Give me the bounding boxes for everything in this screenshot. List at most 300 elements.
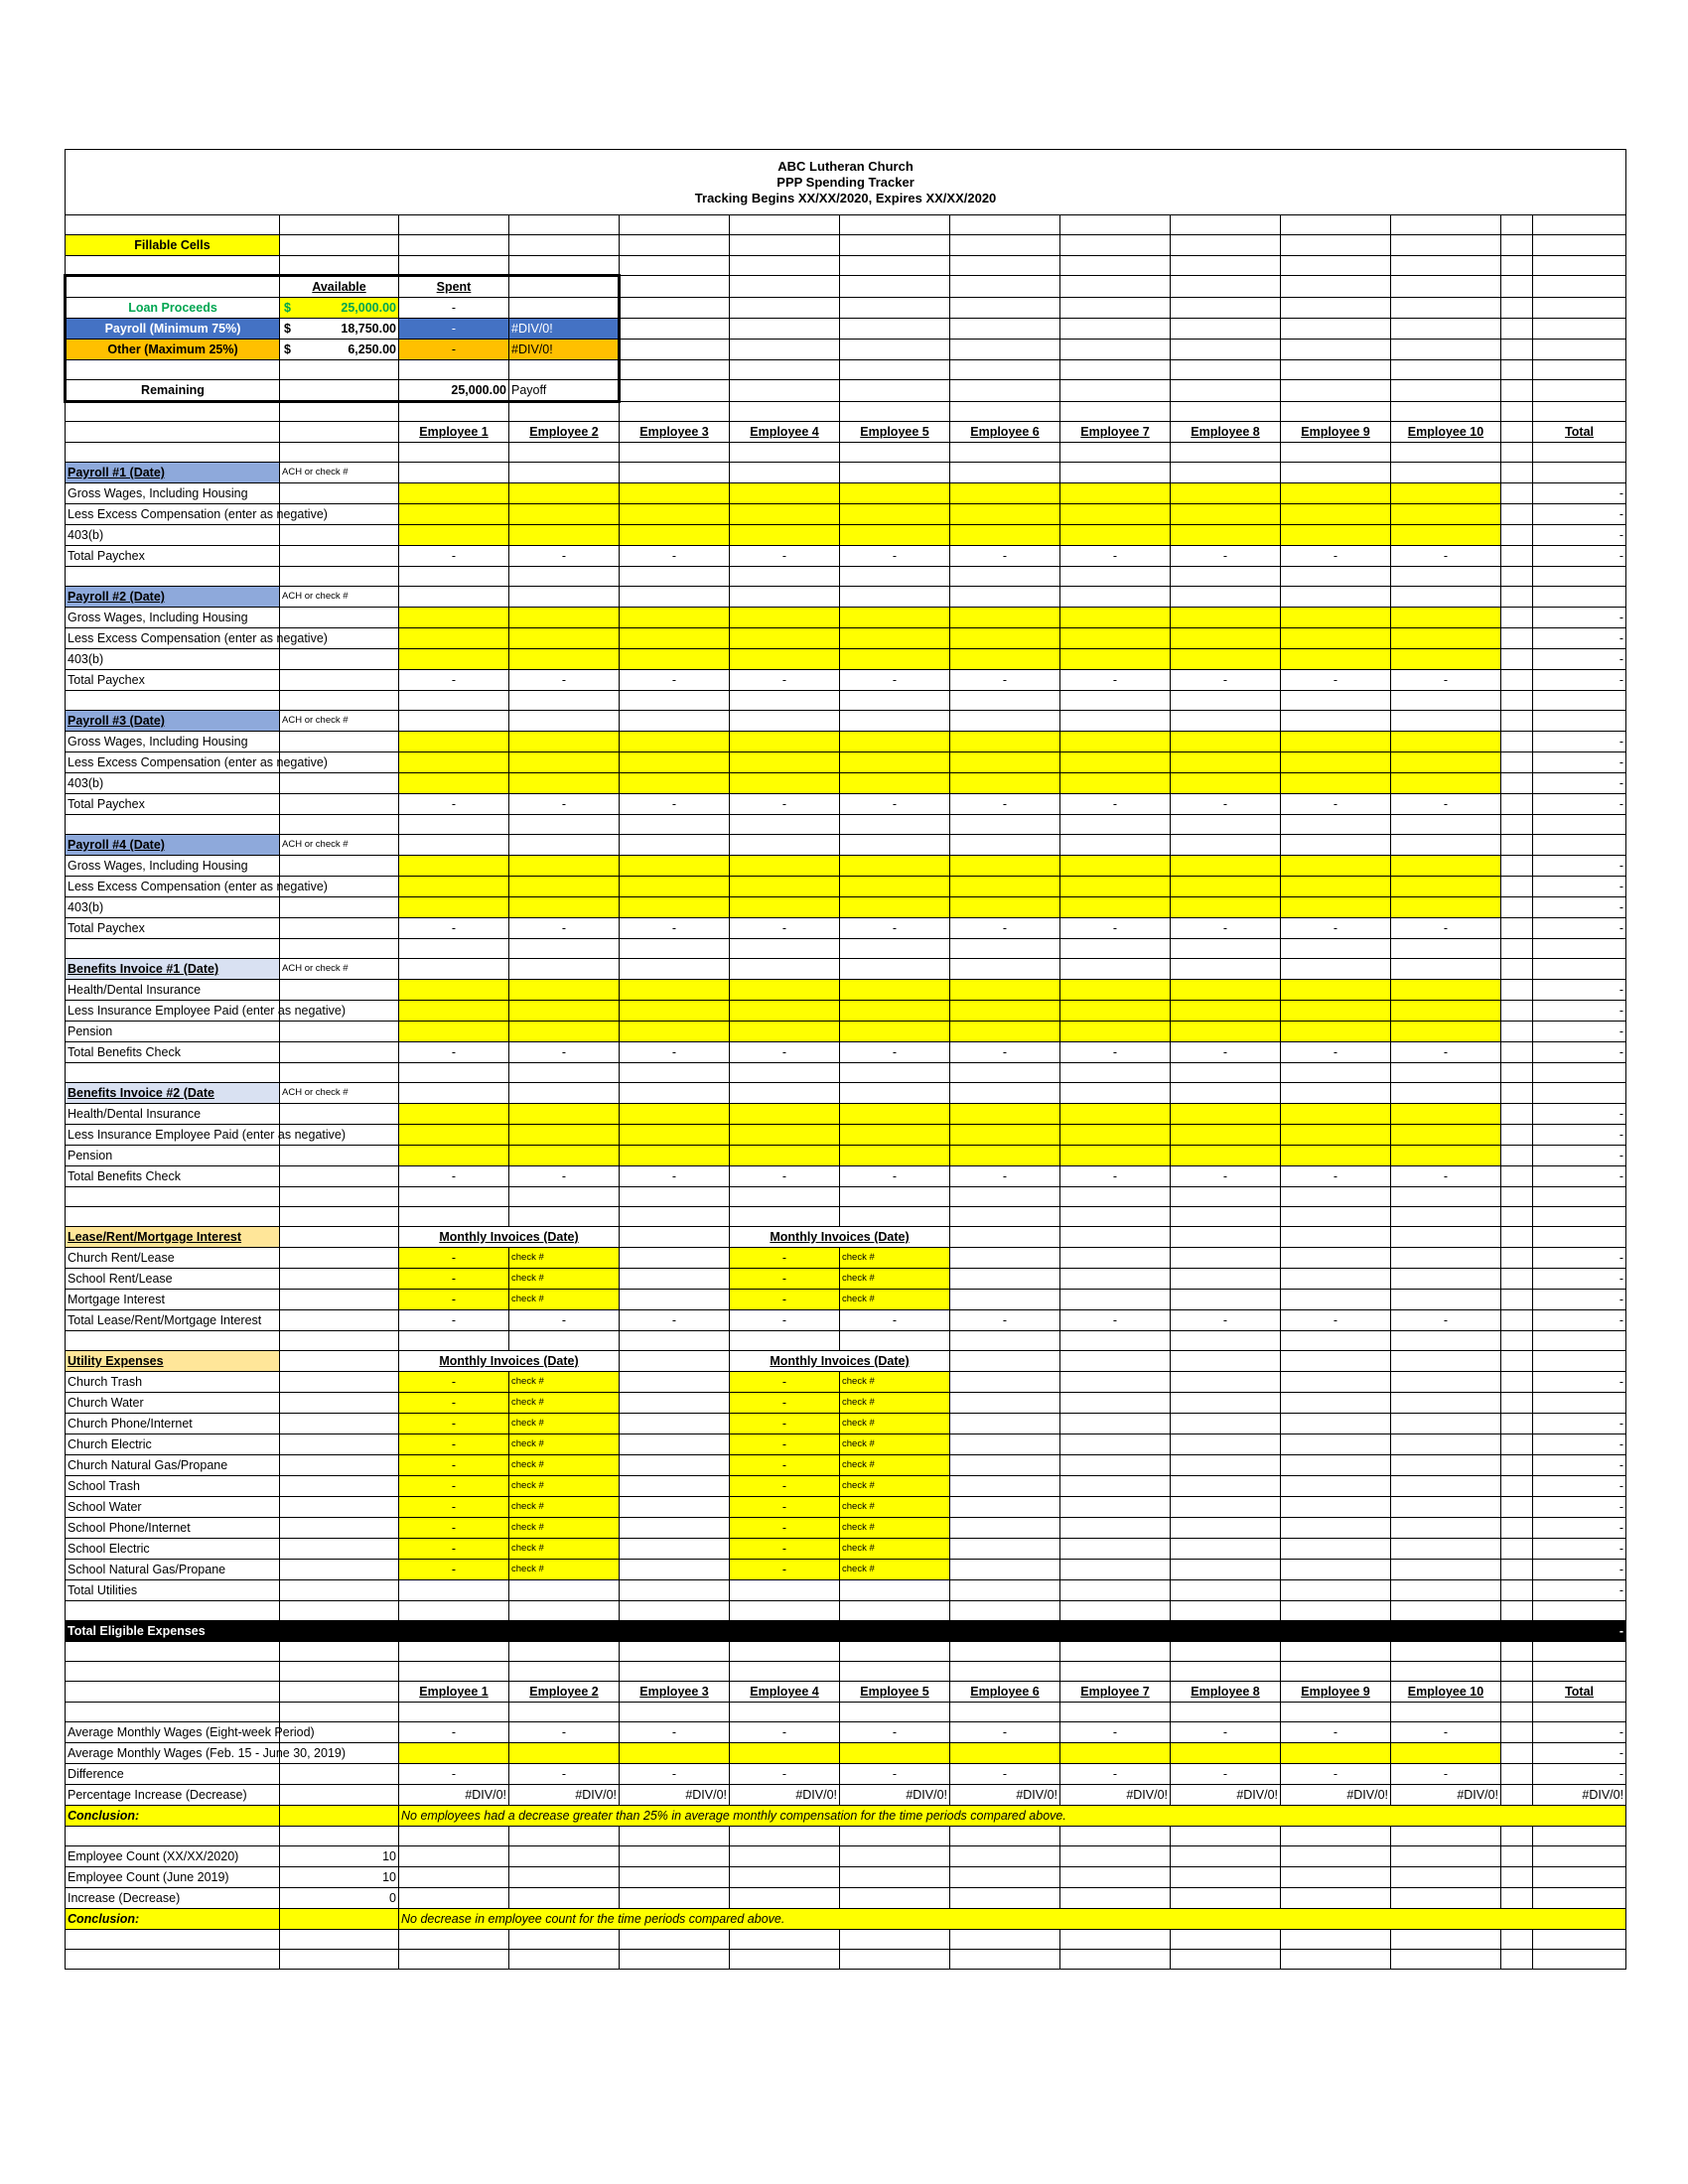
fillable-cell[interactable] — [399, 897, 509, 918]
fillable-cell[interactable] — [1391, 483, 1501, 504]
fillable-cell[interactable] — [1060, 752, 1171, 773]
fillable-cell[interactable] — [1391, 628, 1501, 649]
invoice-amount[interactable]: - — [399, 1434, 509, 1455]
empty-cell — [1533, 1846, 1626, 1867]
fillable-cell[interactable] — [509, 608, 620, 628]
fillable-cell[interactable] — [840, 897, 950, 918]
invoice-amount[interactable]: - — [399, 1248, 509, 1269]
fillable-cell[interactable] — [950, 1022, 1060, 1042]
check-number[interactable]: check # — [509, 1393, 620, 1414]
invoice-amount[interactable]: - — [730, 1560, 840, 1580]
invoice-amount[interactable]: - — [730, 1290, 840, 1310]
fillable-cell[interactable] — [840, 856, 950, 877]
fillable-cell[interactable] — [730, 1146, 840, 1166]
fillable-cell[interactable] — [509, 1001, 620, 1022]
empty-cell — [840, 215, 950, 235]
empty-cell — [840, 1867, 950, 1888]
fillable-cell[interactable] — [1391, 1022, 1501, 1042]
empty-cell — [620, 1662, 730, 1682]
fillable-cell[interactable] — [620, 1743, 730, 1764]
fillable-cell[interactable] — [840, 1022, 950, 1042]
fillable-cell[interactable] — [509, 483, 620, 504]
fillable-cell[interactable] — [730, 649, 840, 670]
empty-cell — [950, 463, 1060, 483]
fillable-cell[interactable] — [840, 877, 950, 897]
empty-cell — [1501, 1331, 1533, 1351]
fillable-cell[interactable] — [399, 504, 509, 525]
conclusion-text[interactable]: No employees had a decrease greater than 25% in average monthly compensation for the time periods compared above. — [399, 1806, 1626, 1827]
fillable-cell[interactable] — [950, 504, 1060, 525]
fillable-cell[interactable] — [1171, 1743, 1281, 1764]
fillable-cell[interactable] — [950, 773, 1060, 794]
empty-cell — [840, 1187, 950, 1207]
invoice-amount[interactable]: - — [399, 1269, 509, 1290]
fillable-cell[interactable] — [1281, 525, 1391, 546]
fillable-cell[interactable] — [950, 1104, 1060, 1125]
fillable-cell[interactable] — [509, 504, 620, 525]
fillable-cell[interactable] — [950, 483, 1060, 504]
empty-cell — [66, 1930, 280, 1950]
fillable-cell[interactable] — [509, 877, 620, 897]
fillable-cell[interactable] — [1391, 649, 1501, 670]
employee-total: - — [840, 670, 950, 691]
check-number[interactable]: check # — [840, 1539, 950, 1560]
fillable-cell[interactable] — [1171, 732, 1281, 752]
fillable-cell[interactable] — [620, 980, 730, 1001]
fillable-cell[interactable] — [1171, 856, 1281, 877]
fillable-cell[interactable] — [399, 1743, 509, 1764]
fillable-cell[interactable] — [950, 752, 1060, 773]
check-number[interactable]: check # — [840, 1518, 950, 1539]
empty-cell — [399, 959, 509, 980]
fillable-cell[interactable] — [1060, 732, 1171, 752]
invoice-amount[interactable]: - — [730, 1518, 840, 1539]
fillable-cell[interactable] — [1391, 773, 1501, 794]
check-number[interactable]: check # — [509, 1560, 620, 1580]
check-number[interactable]: check # — [840, 1434, 950, 1455]
check-number[interactable]: check # — [840, 1455, 950, 1476]
invoice-amount[interactable]: - — [399, 1497, 509, 1518]
invoice-amount[interactable]: - — [730, 1539, 840, 1560]
check-number[interactable]: check # — [509, 1476, 620, 1497]
fillable-cell[interactable] — [1281, 649, 1391, 670]
empty-cell — [950, 1372, 1060, 1393]
fillable-cell[interactable] — [730, 483, 840, 504]
fillable-cell[interactable] — [1391, 1125, 1501, 1146]
fillable-cell[interactable] — [1391, 732, 1501, 752]
fillable-cell[interactable] — [1171, 1001, 1281, 1022]
invoice-amount[interactable]: - — [399, 1393, 509, 1414]
line-item-label: 403(b) — [66, 897, 280, 918]
fillable-cell[interactable] — [950, 608, 1060, 628]
fillable-cell[interactable] — [730, 980, 840, 1001]
fillable-cell[interactable] — [840, 1001, 950, 1022]
fillable-cell[interactable] — [620, 1146, 730, 1166]
empty-cell — [620, 1207, 730, 1227]
fillable-cell[interactable] — [509, 1125, 620, 1146]
fillable-cell[interactable] — [950, 877, 1060, 897]
fillable-cell[interactable] — [399, 1022, 509, 1042]
fillable-cell[interactable] — [620, 1104, 730, 1125]
fillable-cell[interactable] — [509, 628, 620, 649]
fillable-cell[interactable] — [730, 504, 840, 525]
fillable-cell[interactable] — [620, 608, 730, 628]
fillable-cell[interactable] — [1281, 483, 1391, 504]
check-number[interactable]: check # — [840, 1414, 950, 1434]
fillable-cell[interactable] — [509, 856, 620, 877]
fillable-cell[interactable] — [620, 877, 730, 897]
fillable-cell[interactable] — [1281, 1743, 1391, 1764]
fillable-cell[interactable] — [1060, 1104, 1171, 1125]
fillable-cell[interactable] — [1281, 608, 1391, 628]
fillable-cell[interactable] — [950, 1125, 1060, 1146]
fillable-cell[interactable] — [1281, 856, 1391, 877]
fillable-cell[interactable] — [950, 980, 1060, 1001]
line-item-row — [66, 1104, 1626, 1125]
fillable-cell[interactable] — [1060, 1743, 1171, 1764]
fillable-cell[interactable] — [950, 649, 1060, 670]
fillable-cell[interactable] — [620, 1001, 730, 1022]
fillable-cell[interactable] — [1171, 483, 1281, 504]
fillable-cell[interactable] — [1171, 980, 1281, 1001]
fillable-cell[interactable] — [730, 608, 840, 628]
fillable-cell[interactable] — [620, 752, 730, 773]
available-amount[interactable] — [280, 298, 399, 319]
fillable-cell[interactable] — [620, 1125, 730, 1146]
fillable-cell[interactable] — [730, 856, 840, 877]
fillable-cell[interactable] — [1060, 608, 1171, 628]
fillable-cell[interactable] — [840, 732, 950, 752]
fillable-cell[interactable] — [620, 483, 730, 504]
fillable-cell[interactable] — [840, 773, 950, 794]
fillable-cell[interactable] — [1060, 897, 1171, 918]
fillable-cell[interactable] — [509, 752, 620, 773]
fillable-cell[interactable] — [840, 1104, 950, 1125]
empty-cell — [1533, 1187, 1626, 1207]
fillable-cell[interactable] — [399, 1146, 509, 1166]
fillable-cell[interactable] — [620, 628, 730, 649]
fillable-cell[interactable] — [1171, 877, 1281, 897]
fillable-cell[interactable] — [1060, 856, 1171, 877]
empty-cell — [1391, 380, 1501, 402]
available-amount[interactable] — [280, 319, 399, 340]
fillable-cell[interactable] — [1060, 628, 1171, 649]
fillable-cell[interactable] — [620, 525, 730, 546]
fillable-cell[interactable] — [1060, 1125, 1171, 1146]
fillable-cell[interactable] — [1171, 752, 1281, 773]
fillable-cell[interactable] — [1060, 1146, 1171, 1166]
empty-cell — [1281, 1331, 1391, 1351]
invoice-amount[interactable]: - — [399, 1560, 509, 1580]
monthly-invoice-header: Monthly Invoices (Date) — [399, 1351, 620, 1372]
fillable-cell[interactable] — [1060, 1001, 1171, 1022]
fillable-cell[interactable] — [399, 525, 509, 546]
fillable-cell[interactable] — [509, 1022, 620, 1042]
empty-cell — [1060, 1393, 1171, 1414]
fillable-cell[interactable] — [840, 752, 950, 773]
section-title: Payroll #4 (Date) — [66, 835, 280, 856]
employee-header: Employee 5 — [840, 422, 950, 443]
fillable-cell[interactable] — [1060, 525, 1171, 546]
fillable-cell[interactable] — [1281, 1001, 1391, 1022]
check-number[interactable]: check # — [509, 1518, 620, 1539]
fillable-cell[interactable] — [1391, 608, 1501, 628]
fillable-cell[interactable] — [509, 1743, 620, 1764]
fillable-cell[interactable] — [840, 483, 950, 504]
fillable-cell[interactable] — [1391, 897, 1501, 918]
fillable-cell[interactable] — [730, 1743, 840, 1764]
fillable-cell[interactable] — [1391, 1104, 1501, 1125]
check-number[interactable]: check # — [509, 1539, 620, 1560]
comparison-label: Average Monthly Wages (Feb. 15 - June 30, 2019) — [66, 1743, 280, 1764]
invoice-amount[interactable]: - — [730, 1434, 840, 1455]
fillable-cell[interactable] — [1391, 856, 1501, 877]
fillable-cell[interactable] — [1171, 897, 1281, 918]
empty-cell — [1391, 1393, 1501, 1414]
fillable-cell[interactable] — [840, 980, 950, 1001]
empty-cell — [840, 1601, 950, 1621]
fillable-cell[interactable] — [1060, 980, 1171, 1001]
empty-cell — [280, 1063, 399, 1083]
fillable-cell[interactable] — [1281, 628, 1391, 649]
fillable-cell[interactable] — [1391, 525, 1501, 546]
fillable-cell[interactable] — [1171, 525, 1281, 546]
fillable-cell[interactable] — [1171, 1104, 1281, 1125]
count-value[interactable]: 10 — [280, 1846, 399, 1867]
count-value[interactable]: 10 — [280, 1867, 399, 1888]
fillable-cell[interactable] — [730, 732, 840, 752]
check-number[interactable]: check # — [840, 1497, 950, 1518]
check-number[interactable]: check # — [509, 1290, 620, 1310]
employee-total: - — [1391, 1310, 1501, 1331]
fillable-cell[interactable] — [1171, 1125, 1281, 1146]
invoice-amount[interactable]: - — [730, 1269, 840, 1290]
empty-cell — [840, 1083, 950, 1104]
invoice-amount[interactable]: - — [399, 1539, 509, 1560]
invoice-amount[interactable]: - — [730, 1414, 840, 1434]
fillable-cell[interactable] — [840, 1743, 950, 1764]
fillable-cell[interactable] — [399, 628, 509, 649]
fillable-cell[interactable] — [950, 628, 1060, 649]
blank-row — [66, 1187, 1626, 1207]
employee-total: - — [840, 1310, 950, 1331]
invoice-amount[interactable]: - — [399, 1290, 509, 1310]
empty-cell — [1391, 1372, 1501, 1393]
count-value[interactable]: 0 — [280, 1888, 399, 1909]
check-number[interactable]: check # — [509, 1434, 620, 1455]
fillable-cell[interactable] — [730, 1001, 840, 1022]
fillable-cell[interactable] — [1281, 1022, 1391, 1042]
fillable-cell[interactable] — [399, 732, 509, 752]
employee-header: Employee 9 — [1281, 422, 1391, 443]
fillable-cell[interactable] — [950, 1146, 1060, 1166]
check-number[interactable]: check # — [840, 1372, 950, 1393]
summary-label: Loan Proceeds — [66, 298, 280, 319]
fillable-cell[interactable] — [730, 773, 840, 794]
check-number[interactable]: check # — [509, 1455, 620, 1476]
fillable-cell[interactable] — [1391, 752, 1501, 773]
fillable-cell[interactable] — [399, 483, 509, 504]
invoice-amount[interactable]: - — [730, 1476, 840, 1497]
fillable-cell[interactable] — [1171, 1146, 1281, 1166]
employee-total: - — [1060, 1042, 1171, 1063]
fillable-cell[interactable] — [730, 628, 840, 649]
empty-cell — [1171, 1662, 1281, 1682]
empty-cell — [1060, 1455, 1171, 1476]
line-item-label: Mortgage Interest — [66, 1290, 280, 1310]
fillable-cell[interactable] — [730, 897, 840, 918]
fillable-cell[interactable] — [840, 1146, 950, 1166]
check-number[interactable]: check # — [840, 1560, 950, 1580]
fillable-cell[interactable] — [399, 608, 509, 628]
fillable-cell[interactable] — [620, 1022, 730, 1042]
fillable-cell[interactable] — [950, 856, 1060, 877]
line-item-label: Gross Wages, Including Housing — [66, 483, 280, 504]
fillable-cell[interactable] — [1281, 1146, 1391, 1166]
fillable-cell[interactable] — [509, 1146, 620, 1166]
fillable-cell[interactable] — [1281, 504, 1391, 525]
invoice-amount[interactable]: - — [730, 1393, 840, 1414]
fillable-cell[interactable] — [509, 897, 620, 918]
fillable-cell[interactable] — [1281, 877, 1391, 897]
check-number[interactable]: check # — [509, 1414, 620, 1434]
fillable-cell[interactable] — [399, 752, 509, 773]
fillable-cell[interactable] — [1060, 877, 1171, 897]
employee-total — [620, 1580, 730, 1601]
fillable-cell[interactable] — [950, 732, 1060, 752]
invoice-amount[interactable]: - — [399, 1518, 509, 1539]
fillable-cell[interactable] — [1171, 504, 1281, 525]
fillable-cell[interactable] — [509, 773, 620, 794]
fillable-cell[interactable] — [1391, 1001, 1501, 1022]
fillable-cell[interactable] — [1171, 649, 1281, 670]
line-item-row — [66, 980, 1626, 1001]
fillable-cell[interactable] — [730, 752, 840, 773]
invoice-amount[interactable]: - — [399, 1372, 509, 1393]
check-number[interactable]: check # — [840, 1290, 950, 1310]
empty-cell — [66, 1187, 280, 1207]
line-item-row — [66, 856, 1626, 877]
fillable-cell[interactable] — [1281, 897, 1391, 918]
fillable-cell[interactable] — [509, 980, 620, 1001]
fillable-cell[interactable] — [509, 525, 620, 546]
fillable-cell[interactable] — [1060, 649, 1171, 670]
fillable-cell[interactable] — [950, 1001, 1060, 1022]
empty-cell — [1533, 215, 1626, 235]
fillable-cell[interactable] — [1281, 980, 1391, 1001]
fillable-cell[interactable] — [730, 877, 840, 897]
fillable-cell[interactable] — [399, 877, 509, 897]
fillable-cell[interactable] — [950, 525, 1060, 546]
fillable-cell[interactable] — [399, 1125, 509, 1146]
check-number[interactable]: check # — [840, 1476, 950, 1497]
fillable-cell[interactable] — [1171, 608, 1281, 628]
fillable-cell[interactable] — [950, 1743, 1060, 1764]
check-number[interactable]: check # — [509, 1372, 620, 1393]
fillable-cell[interactable] — [1391, 1743, 1501, 1764]
fillable-cell[interactable] — [840, 608, 950, 628]
fillable-cell[interactable] — [620, 856, 730, 877]
fillable-cell[interactable] — [620, 897, 730, 918]
fillable-cell[interactable] — [1060, 773, 1171, 794]
fillable-cell[interactable] — [1281, 752, 1391, 773]
fillable-cell[interactable] — [840, 504, 950, 525]
fillable-cell[interactable] — [620, 649, 730, 670]
fillable-cell[interactable] — [399, 1104, 509, 1125]
fillable-cell[interactable] — [509, 649, 620, 670]
fillable-cell[interactable] — [620, 732, 730, 752]
fillable-cell[interactable] — [1060, 504, 1171, 525]
fillable-cell[interactable] — [730, 525, 840, 546]
invoice-amount[interactable]: - — [730, 1497, 840, 1518]
fillable-cell[interactable] — [1281, 773, 1391, 794]
section-total-row — [66, 1166, 1626, 1187]
fillable-cell[interactable] — [509, 732, 620, 752]
fillable-cell[interactable] — [399, 1001, 509, 1022]
fillable-cell[interactable] — [1281, 732, 1391, 752]
empty-cell — [399, 1846, 509, 1867]
invoice-amount[interactable]: - — [399, 1455, 509, 1476]
fillable-cell[interactable] — [1060, 483, 1171, 504]
row-total: - — [1533, 1455, 1626, 1476]
fillable-cell[interactable] — [1171, 773, 1281, 794]
fillable-cell[interactable] — [399, 856, 509, 877]
fillable-cell[interactable] — [730, 1104, 840, 1125]
fillable-cell[interactable] — [1060, 1022, 1171, 1042]
invoice-amount[interactable]: - — [730, 1455, 840, 1476]
fillable-cell[interactable] — [1171, 1022, 1281, 1042]
fillable-cell[interactable] — [1391, 1146, 1501, 1166]
fillable-cell[interactable] — [399, 980, 509, 1001]
check-number[interactable]: check # — [509, 1497, 620, 1518]
empty-cell — [1281, 691, 1391, 711]
check-number[interactable]: check # — [840, 1269, 950, 1290]
fillable-cell[interactable] — [730, 1022, 840, 1042]
invoice-amount[interactable]: - — [730, 1372, 840, 1393]
fillable-cell[interactable] — [620, 504, 730, 525]
check-number[interactable]: check # — [840, 1393, 950, 1414]
conclusion-text[interactable]: No decrease in employee count for the time periods compared above. — [399, 1909, 1626, 1930]
fillable-cell[interactable] — [1391, 980, 1501, 1001]
fillable-cell[interactable] — [1281, 1125, 1391, 1146]
check-number[interactable]: check # — [509, 1248, 620, 1269]
check-number[interactable]: check # — [509, 1269, 620, 1290]
empty-cell — [280, 1642, 399, 1662]
fillable-cell[interactable] — [620, 773, 730, 794]
check-number[interactable]: check # — [840, 1248, 950, 1269]
fillable-cell[interactable] — [1281, 1104, 1391, 1125]
fillable-cell[interactable] — [1171, 628, 1281, 649]
fillable-cell[interactable] — [840, 525, 950, 546]
fillable-cell[interactable] — [950, 897, 1060, 918]
invoice-amount[interactable]: - — [399, 1414, 509, 1434]
fillable-cell[interactable] — [399, 773, 509, 794]
fillable-cell[interactable] — [509, 1104, 620, 1125]
line-item-row — [66, 897, 1626, 918]
fillable-cell[interactable] — [1391, 877, 1501, 897]
fillable-cell[interactable] — [840, 628, 950, 649]
empty-cell — [1533, 380, 1626, 402]
fillable-cell[interactable] — [840, 1125, 950, 1146]
fillable-cell[interactable] — [1391, 504, 1501, 525]
invoice-amount[interactable]: - — [399, 1476, 509, 1497]
fillable-cell[interactable] — [730, 1125, 840, 1146]
invoice-amount[interactable]: - — [730, 1248, 840, 1269]
empty-cell — [1533, 276, 1626, 298]
available-amount[interactable] — [280, 340, 399, 360]
fillable-cell[interactable] — [840, 649, 950, 670]
fillable-cell[interactable] — [399, 649, 509, 670]
